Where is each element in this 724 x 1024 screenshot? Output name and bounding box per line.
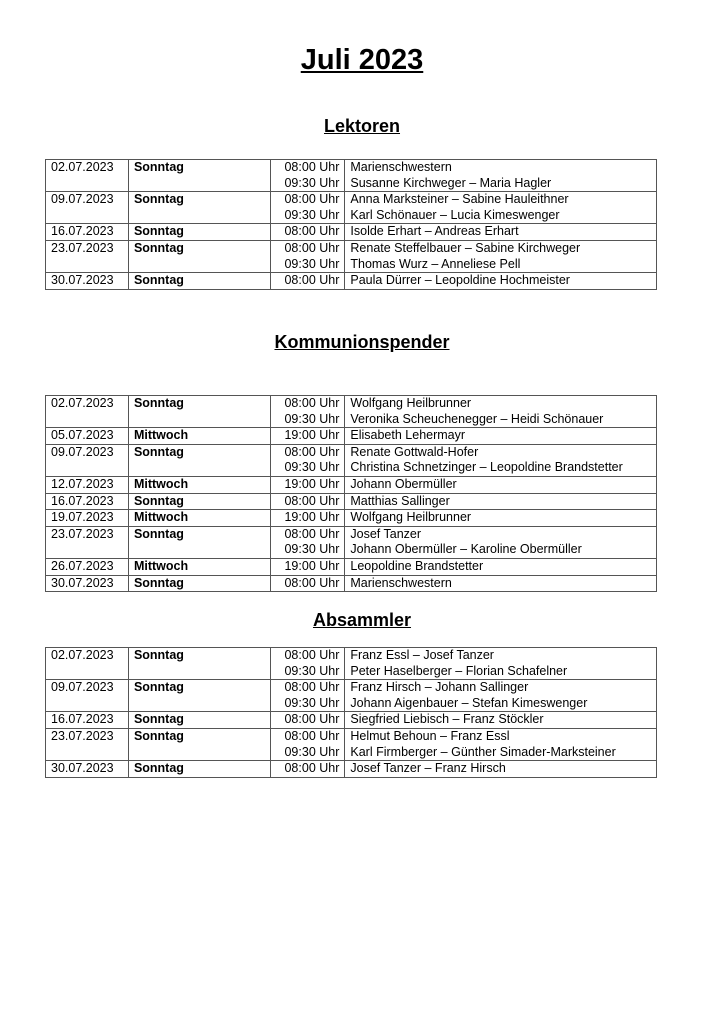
names-cell: [345, 192, 657, 224]
time-value: 09:30 Uhr: [284, 256, 340, 271]
date-cell: 23.07.2023: [46, 526, 129, 558]
assigned-names: Helmut Behoun – Franz Essl: [350, 728, 510, 743]
assigned-names: Johann Aigenbauer – Stefan Kimeswenger: [350, 695, 588, 710]
time-value: 09:30 Uhr: [284, 460, 340, 475]
time-value: 08:00 Uhr: [284, 728, 340, 743]
table-row: [46, 396, 657, 428]
weekday-cell: Sonntag: [128, 224, 270, 241]
names-cell: [345, 648, 657, 680]
weekday-cell: Mittwoch: [128, 558, 270, 575]
assigned-names: Matthias Sallinger: [350, 493, 450, 508]
assigned-names: Franz Hirsch – Johann Sallinger: [350, 680, 529, 695]
time-value: 19:00 Uhr: [284, 558, 340, 573]
names-cell: [345, 575, 657, 592]
time-value: 08:00 Uhr: [284, 240, 340, 255]
date-cell: 05.07.2023: [46, 428, 129, 445]
assigned-names: Christina Schnetzinger – Leopoldine Brandstetter: [350, 460, 623, 475]
assigned-names: Karl Schönauer – Lucia Kimeswenger: [350, 207, 560, 222]
assigned-names: Peter Haselberger – Florian Schafelner: [350, 663, 568, 678]
date-cell: 02.07.2023: [46, 160, 129, 192]
table-row: [46, 160, 657, 192]
weekday-cell: Sonntag: [128, 493, 270, 510]
weekday-cell: Mittwoch: [128, 510, 270, 527]
table-row: [46, 712, 657, 729]
assigned-names: Thomas Wurz – Anneliese Pell: [350, 256, 521, 271]
weekday-cell: Mittwoch: [128, 476, 270, 493]
weekday-cell: Sonntag: [128, 526, 270, 558]
assigned-names: Susanne Kirchweger – Maria Hagler: [350, 175, 552, 190]
time-cell: [270, 648, 345, 680]
time-value: 08:00 Uhr: [284, 273, 340, 288]
schedule-table-absammler: [45, 647, 657, 778]
table-row: [46, 558, 657, 575]
schedule-table-lektoren: [45, 159, 657, 290]
assigned-names: Karl Firmberger – Günther Simader-Marksteiner: [350, 744, 616, 759]
weekday-cell: Sonntag: [128, 648, 270, 680]
date-cell: 16.07.2023: [46, 712, 129, 729]
time-cell: [270, 396, 345, 428]
table-row: [46, 476, 657, 493]
time-cell: [270, 224, 345, 241]
date-cell: 16.07.2023: [46, 493, 129, 510]
date-cell: 16.07.2023: [46, 224, 129, 241]
assigned-names: Wolfgang Heilbrunner: [350, 396, 472, 410]
names-cell: [345, 444, 657, 476]
assigned-names: Wolfgang Heilbrunner: [350, 510, 472, 525]
table-row: [46, 648, 657, 680]
assigned-names: Leopoldine Brandstetter: [350, 558, 484, 573]
time-cell: [270, 273, 345, 290]
time-value: 09:30 Uhr: [284, 744, 340, 759]
weekday-cell: Sonntag: [128, 712, 270, 729]
time-value: 19:00 Uhr: [284, 428, 340, 443]
date-cell: 30.07.2023: [46, 575, 129, 592]
assigned-names: Paula Dürrer – Leopoldine Hochmeister: [350, 273, 570, 288]
weekday-cell: Sonntag: [128, 160, 270, 192]
schedule-table-kommunionspender: [45, 395, 657, 592]
assigned-names: Marienschwestern: [350, 160, 452, 174]
section-heading-absammler: Absammler: [312, 610, 412, 630]
table-row: [46, 428, 657, 445]
time-cell: [270, 476, 345, 493]
weekday-cell: Sonntag: [128, 240, 270, 272]
table-row: [46, 526, 657, 558]
section-heading-kommunionspender: Kommunionspender: [274, 332, 450, 352]
table-row: [46, 728, 657, 760]
time-value: 08:00 Uhr: [284, 160, 340, 174]
names-cell: [345, 273, 657, 290]
date-cell: 02.07.2023: [46, 648, 129, 680]
time-value: 19:00 Uhr: [284, 476, 340, 491]
weekday-cell: Mittwoch: [128, 428, 270, 445]
weekday-cell: Sonntag: [128, 444, 270, 476]
time-value: 08:00 Uhr: [284, 224, 340, 239]
date-cell: 23.07.2023: [46, 728, 129, 760]
date-cell: 09.07.2023: [46, 680, 129, 712]
time-cell: [270, 526, 345, 558]
names-cell: [345, 761, 657, 778]
weekday-cell: Sonntag: [128, 728, 270, 760]
table-row: [46, 192, 657, 224]
date-cell: 19.07.2023: [46, 510, 129, 527]
time-cell: [270, 428, 345, 445]
table-row: [46, 680, 657, 712]
names-cell: [345, 476, 657, 493]
time-value: 09:30 Uhr: [284, 663, 340, 678]
page-title: Juli 2023: [300, 44, 424, 76]
table-row: [46, 273, 657, 290]
time-value: 08:00 Uhr: [284, 526, 340, 541]
date-cell: 26.07.2023: [46, 558, 129, 575]
time-cell: [270, 510, 345, 527]
time-value: 09:30 Uhr: [284, 207, 340, 222]
assigned-names: Anna Marksteiner – Sabine Hauleithner: [350, 192, 569, 207]
names-cell: [345, 510, 657, 527]
time-value: 09:30 Uhr: [284, 695, 340, 710]
date-cell: 23.07.2023: [46, 240, 129, 272]
time-cell: [270, 558, 345, 575]
weekday-cell: Sonntag: [128, 396, 270, 428]
date-cell: 30.07.2023: [46, 273, 129, 290]
time-cell: [270, 160, 345, 192]
time-cell: [270, 493, 345, 510]
assigned-names: Veronika Scheuchenegger – Heidi Schönauer: [350, 411, 604, 426]
weekday-cell: Sonntag: [128, 761, 270, 778]
table-row: [46, 510, 657, 527]
time-value: 08:00 Uhr: [284, 648, 340, 662]
date-cell: 30.07.2023: [46, 761, 129, 778]
table-row: [46, 240, 657, 272]
date-cell: 09.07.2023: [46, 192, 129, 224]
table-row: [46, 575, 657, 592]
time-value: 08:00 Uhr: [284, 575, 340, 590]
date-cell: 02.07.2023: [46, 396, 129, 428]
names-cell: [345, 558, 657, 575]
names-cell: [345, 526, 657, 558]
assigned-names: Johann Obermüller – Karoline Obermüller: [350, 542, 582, 557]
weekday-cell: Sonntag: [128, 192, 270, 224]
time-cell: [270, 240, 345, 272]
time-value: 08:00 Uhr: [284, 493, 340, 508]
assigned-names: Josef Tanzer – Franz Hirsch: [350, 761, 506, 776]
assigned-names: Marienschwestern: [350, 575, 452, 590]
names-cell: [345, 396, 657, 428]
time-value: 09:30 Uhr: [284, 542, 340, 557]
names-cell: [345, 680, 657, 712]
assigned-names: Elisabeth Lehermayr: [350, 428, 466, 443]
time-value: 19:00 Uhr: [284, 510, 340, 525]
weekday-cell: Sonntag: [128, 575, 270, 592]
names-cell: [345, 728, 657, 760]
time-cell: [270, 192, 345, 224]
time-value: 09:30 Uhr: [284, 411, 340, 426]
assigned-names: Siegfried Liebisch – Franz Stöckler: [350, 712, 544, 727]
assigned-names: Isolde Erhart – Andreas Erhart: [350, 224, 519, 239]
time-value: 08:00 Uhr: [284, 680, 340, 695]
time-cell: [270, 575, 345, 592]
time-cell: [270, 712, 345, 729]
time-value: 08:00 Uhr: [284, 712, 340, 727]
assigned-names: Franz Essl – Josef Tanzer: [350, 648, 494, 662]
time-value: 08:00 Uhr: [284, 192, 340, 207]
names-cell: [345, 428, 657, 445]
time-value: 08:00 Uhr: [284, 444, 340, 459]
table-row: [46, 224, 657, 241]
assigned-names: Johann Obermüller: [350, 476, 457, 491]
assigned-names: Renate Gottwald-Hofer: [350, 444, 479, 459]
assigned-names: Josef Tanzer: [350, 526, 422, 541]
weekday-cell: Sonntag: [128, 273, 270, 290]
section-heading-lektoren: Lektoren: [323, 116, 401, 136]
table-row: [46, 761, 657, 778]
table-row: [46, 493, 657, 510]
names-cell: [345, 712, 657, 729]
names-cell: [345, 240, 657, 272]
date-cell: 09.07.2023: [46, 444, 129, 476]
time-value: 08:00 Uhr: [284, 396, 340, 410]
table-row: [46, 444, 657, 476]
time-cell: [270, 680, 345, 712]
time-value: 09:30 Uhr: [284, 175, 340, 190]
time-cell: [270, 444, 345, 476]
date-cell: 12.07.2023: [46, 476, 129, 493]
names-cell: [345, 493, 657, 510]
time-cell: [270, 728, 345, 760]
names-cell: [345, 160, 657, 192]
assigned-names: Renate Steffelbauer – Sabine Kirchweger: [350, 240, 581, 255]
names-cell: [345, 224, 657, 241]
time-value: 08:00 Uhr: [284, 761, 340, 776]
weekday-cell: Sonntag: [128, 680, 270, 712]
time-cell: [270, 761, 345, 778]
